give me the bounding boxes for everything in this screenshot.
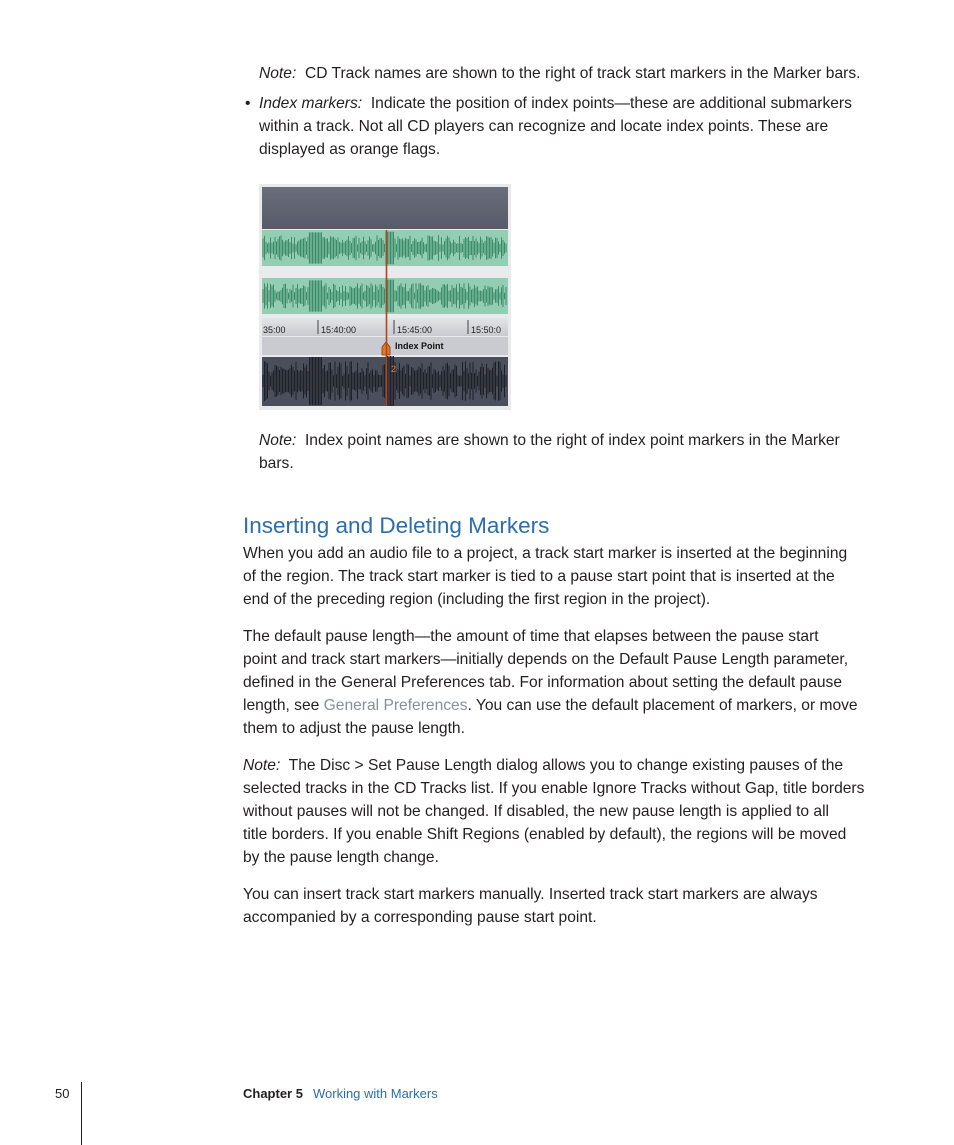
text-line: The default pause length—the amount of time that elapses between the pause start xyxy=(243,628,819,645)
page-number: 50 xyxy=(55,1086,70,1101)
text-line: of the region. The track start marker is tied to a pause start point that is inserted at the xyxy=(243,568,835,585)
tick-label: 15:45:00 xyxy=(397,325,433,335)
paragraph-insert-manually xyxy=(243,883,818,929)
note-text: selected tracks in the CD Tracks list. If you enable Ignore Tracks without Gap, title borders xyxy=(243,780,865,797)
section-heading: Inserting and Deleting Markers xyxy=(243,513,550,538)
text-line: length, see xyxy=(243,697,324,714)
text-line: . You can use the default placement of markers, or move xyxy=(467,697,858,714)
note-text: The Disc > Set Pause Length dialog allows you to change existing pauses of the xyxy=(288,757,844,774)
text-line: You can insert track start markers manually. Inserted track start markers are always xyxy=(243,886,818,903)
text-line: When you add an audio file to a project, a track start marker is inserted at the beginning xyxy=(243,545,848,562)
note-set-pause-length xyxy=(243,754,864,869)
text-line: point and track start markers—initially depends on the Default Pause Length parameter, xyxy=(243,651,849,668)
note-text: bars. xyxy=(259,455,294,472)
note-label: Note: xyxy=(243,757,281,774)
footer-chapter xyxy=(243,1086,438,1101)
note-text: Index point names are shown to the right of index point markers in the Marker xyxy=(304,432,840,449)
chapter-number: Chapter 5 xyxy=(243,1086,303,1101)
footer-divider xyxy=(81,1082,82,1145)
general-preferences-link[interactable]: General Preferences xyxy=(323,697,468,714)
note-text: title borders. If you enable Shift Regions (enabled by default), the regions will be moved xyxy=(243,826,847,843)
chapter-title: Working with Markers xyxy=(312,1086,438,1101)
text-line: end of the preceding region (including the first region in the project). xyxy=(243,591,711,608)
bullet-symbol: • xyxy=(245,95,251,112)
note-text: without pauses will not be changed. If disabled, the new pause length is applied to all xyxy=(243,803,830,820)
paragraph-track-start xyxy=(243,542,847,611)
note-text: by the pause length change. xyxy=(243,849,439,866)
text-line: accompanied by a corresponding pause start point. xyxy=(243,909,597,926)
index-point-label: Index Point xyxy=(395,341,444,351)
index-point-screenshot xyxy=(259,184,511,410)
tick-label: 35:00 xyxy=(263,325,286,335)
note-index-point-names xyxy=(259,429,840,475)
note-cd-track-names xyxy=(259,62,860,85)
timeline-header xyxy=(262,187,508,229)
note-text: CD Track names are shown to the right of track start markers in the Marker bars. xyxy=(304,65,861,82)
note-label: Note: xyxy=(259,432,297,449)
index-number: 2 xyxy=(391,364,397,374)
paragraph-default-pause xyxy=(243,625,858,740)
tick-label: 15:40:00 xyxy=(321,325,357,335)
bullet-line: within a track. Not all CD players can recognize and locate index points. These are xyxy=(259,118,829,135)
text-line: them to adjust the pause length. xyxy=(243,720,465,737)
bullet-line: displayed as orange flags. xyxy=(259,141,441,158)
bullet-line: Indicate the position of index points—these are additional submarkers xyxy=(370,95,852,112)
bullet-index-markers xyxy=(259,92,852,161)
text-line: defined in the General Preferences tab. For information about setting the default pause xyxy=(243,674,843,691)
tick-label: 15:50:0 xyxy=(471,325,502,335)
bullet-label: Index markers: xyxy=(259,95,363,112)
note-label: Note: xyxy=(259,65,297,82)
